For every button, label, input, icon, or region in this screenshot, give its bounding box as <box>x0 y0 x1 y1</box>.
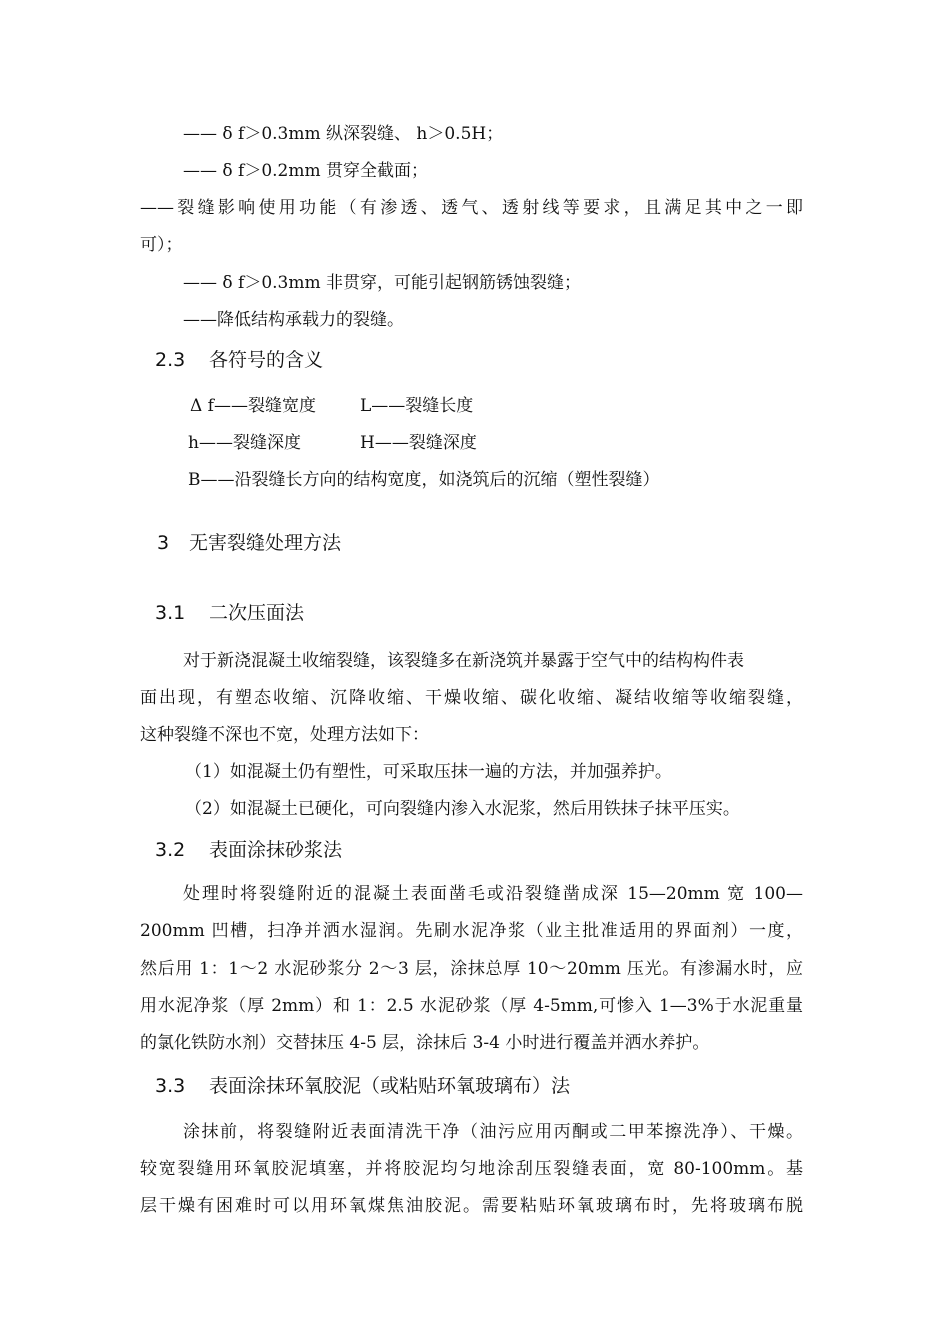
symbol-definition: Δ f——裂缝宽度 <box>190 396 316 416</box>
list-item: ——裂缝影响使用功能（有渗透、透气、透射线等要求，且满足其中之一即 <box>140 198 803 218</box>
paragraph-line: 这种裂缝不深也不宽，处理方法如下： <box>140 725 429 745</box>
paragraph-line: 200mm 凹槽，扫净并洒水湿润。先刷水泥净浆（业主批准适用的界面剂）一度， <box>140 921 803 941</box>
section-number: 3.2 <box>155 839 186 861</box>
section-heading-3-3 <box>155 1074 570 1098</box>
paragraph-line: （2）如混凝土已硬化，可向裂缝内渗入水泥浆，然后用铁抹子抹平压实。 <box>185 799 740 819</box>
list-item: —— δ f＞0.2mm 贯穿全截面； <box>183 161 429 181</box>
paragraph-line: 涂抹前，将裂缝附近表面清洗干净（油污应用丙酮或二甲苯擦洗净）、干燥。 <box>183 1122 803 1142</box>
list-item: —— δ f＞0.3mm 非贯穿，可能引起钢筋锈蚀裂缝； <box>183 273 582 293</box>
section-title: 各符号的含义 <box>209 349 324 371</box>
paragraph-line: 对于新浇混凝土收缩裂缝，该裂缝多在新浇筑并暴露于空气中的结构构件表 <box>183 651 744 671</box>
paragraph-line: 较宽裂缝用环氧胶泥填塞，并将胶泥均匀地涂刮压裂缝表面，宽 80-100mm。基 <box>140 1159 803 1179</box>
section-number: 3.3 <box>155 1075 186 1097</box>
chapter-title: 无害裂缝处理方法 <box>189 532 342 554</box>
symbol-definition: h——裂缝深度 <box>188 433 301 453</box>
section-heading-2-3 <box>155 348 323 372</box>
paragraph-line: 然后用 1：1～2 水泥砂浆分 2～3 层，涂抹总厚 10～20mm 压光。有渗漏水时，应 <box>140 959 803 979</box>
symbol-definition: H——裂缝深度 <box>360 433 477 453</box>
chapter-number: 3 <box>157 532 170 554</box>
symbol-definition: B——沿裂缝长方向的结构宽度，如浇筑后的沉缩（塑性裂缝） <box>188 470 660 490</box>
section-heading-3-1 <box>155 601 304 625</box>
section-number: 2.3 <box>155 349 186 371</box>
chapter-heading-3 <box>157 531 341 555</box>
section-title: 表面涂抹环氧胶泥（或粘贴环氧玻璃布）法 <box>209 1075 571 1097</box>
section-heading-3-2 <box>155 838 342 862</box>
symbol-definition: L——裂缝长度 <box>360 396 474 416</box>
section-title: 二次压面法 <box>209 602 305 624</box>
paragraph-line: 处理时将裂缝附近的混凝土表面凿毛或沿裂缝凿成深 15—20mm 宽 100— <box>183 884 803 904</box>
paragraph-line: 的氯化铁防水剂）交替抹压 4-5 层，涂抹后 3-4 小时进行覆盖并洒水养护。 <box>140 1033 710 1053</box>
paragraph-line: 层干燥有困难时可以用环氧煤焦油胶泥。需要粘贴环氧玻璃布时，先将玻璃布脱 <box>140 1196 803 1216</box>
list-item-continuation: 可）； <box>140 235 183 255</box>
section-title: 表面涂抹砂浆法 <box>209 839 343 861</box>
section-number: 3.1 <box>155 602 186 624</box>
paragraph-line: 用水泥净浆（厚 2mm）和 1：2.5 水泥砂浆（厚 4-5mm,可惨入 1—3%于水泥重量 <box>140 996 803 1016</box>
list-item: —— δ f＞0.3mm 纵深裂缝、 h＞0.5H； <box>183 124 504 144</box>
list-item: ——降低结构承载力的裂缝。 <box>183 310 404 330</box>
paragraph-line: （1）如混凝土仍有塑性，可采取压抹一遍的方法，并加强养护。 <box>185 762 672 782</box>
paragraph-line: 面出现，有塑态收缩、沉降收缩、干燥收缩、碳化收缩、凝结收缩等收缩裂缝， <box>140 688 803 708</box>
